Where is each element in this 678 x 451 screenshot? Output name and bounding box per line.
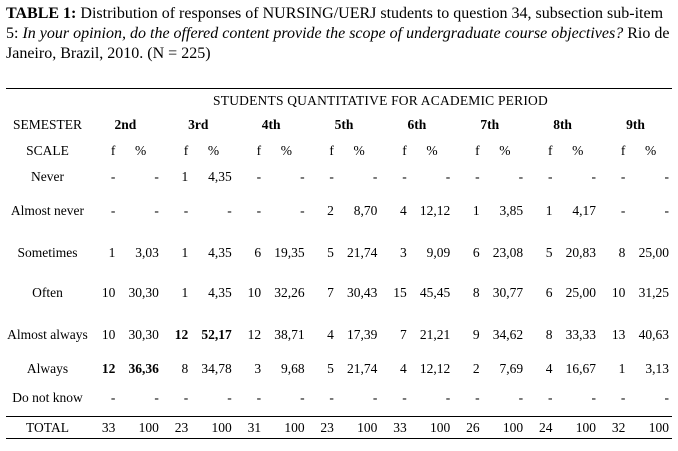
frequency-cell: 5 [327,244,334,260]
frequency-cell: - [329,168,334,184]
percent-cell: - [227,202,232,218]
frequency-cell: 1 [181,284,189,300]
frequency-cell: 12 [174,326,189,342]
semester-header: 9th [626,116,645,132]
percent-cell: - [664,202,669,218]
percent-cell: 45,45 [419,284,451,300]
percent-cell: 30,43 [347,284,378,300]
f-header: f [110,142,116,158]
percent-cell: 33,33 [565,326,596,342]
percent-cell: 3,85 [499,202,524,218]
frequency-cell: 23 [308,417,338,439]
row-label: Always [26,360,69,376]
percent-cell: 100 [265,417,308,439]
frequency-cell: 10 [247,284,262,300]
caption-label: TABLE 1: [6,5,77,22]
percent-cell: 40,63 [638,326,669,342]
frequency-cell: 6 [545,284,553,300]
percent-cell: 100 [484,417,527,439]
table-row [6,233,672,273]
percent-header: % [499,142,511,158]
percent-cell: 100 [629,417,672,439]
percent-cell: 52,17 [201,326,232,342]
frequency-cell: 1 [545,202,553,218]
row-label: Do not know [12,390,83,406]
caption-tail: Rio de Janeiro, Brazil, 2010. (N = 225) [6,25,670,62]
percent-cell: 30,30 [128,284,159,300]
percent-cell: - [300,202,305,218]
frequency-cell: 15 [393,284,407,300]
percent-cell: 3,13 [645,360,669,376]
frequency-cell: 24 [526,417,556,439]
frequency-cell: 33 [380,417,410,439]
semester-header: 3rd [188,116,209,132]
frequency-cell: 23 [162,417,192,439]
frequency-cell: 5 [545,244,553,260]
frequency-cell: 8 [472,284,480,300]
percent-cell: 100 [557,417,600,439]
percent-cell: 4,35 [208,244,232,260]
percent-cell: - [591,390,596,406]
frequency-cell: 4 [327,326,334,342]
table-row [6,357,672,381]
percent-cell: 21,74 [347,360,378,376]
percent-cell: - [372,390,378,406]
frequency-cell: 9 [472,326,480,342]
corner-cell [6,89,89,113]
table-row [6,273,672,313]
percent-cell: 38,71 [274,326,305,342]
frequency-cell: - [329,390,334,406]
semester-header: 7th [480,116,500,132]
frequency-cell: - [110,168,116,184]
frequency-cell: 1 [181,168,189,184]
percent-cell: - [154,390,159,406]
semester-header: 8th [553,116,572,132]
table-row [6,165,672,189]
percent-cell: 34,78 [201,360,232,376]
f-header: f [548,142,553,158]
frequency-cell: 8 [545,326,553,342]
scale-header-row [6,137,672,165]
table-caption [6,4,674,64]
frequency-cell: 7 [327,284,334,300]
frequency-cell: 6 [472,244,480,260]
f-header: f [620,142,626,158]
frequency-cell: 31 [235,417,265,439]
f-header: f [402,142,407,158]
f-header: f [183,142,189,158]
percent-cell: 19,35 [274,244,305,260]
percent-cell: - [300,390,305,406]
percent-header: % [645,142,657,158]
frequency-cell: - [256,202,262,218]
frequency-cell: 6 [254,244,262,260]
caption-question: In your opinion, do the offered content provide the scope of undergraduate course objectives? [22,25,624,42]
frequency-cell: - [548,168,553,184]
percent-cell: 30,77 [492,284,524,300]
percent-cell: - [445,168,451,184]
percent-cell: 100 [338,417,381,439]
percent-cell: - [154,202,159,218]
percent-cell: 32,26 [274,284,305,300]
percent-cell: - [591,168,596,184]
f-header: f [256,142,262,158]
percent-cell: 34,62 [492,326,524,342]
frequency-cell: 13 [611,326,626,342]
table-row [6,313,672,357]
row-label: Sometimes [17,244,78,260]
row-label: Never [31,168,64,184]
table-row [6,381,672,417]
percent-cell: 16,67 [565,360,596,376]
percent-cell: 100 [192,417,235,439]
frequency-cell: 32 [599,417,629,439]
frequency-cell: 4 [400,202,407,218]
semester-header: 4th [261,116,281,132]
frequency-cell: 1 [181,244,189,260]
responses-table [6,88,672,439]
frequency-cell: - [110,202,116,218]
frequency-cell: - [475,168,480,184]
frequency-cell: - [475,390,480,406]
percent-cell: 25,00 [565,284,596,300]
frequency-cell: 12 [101,360,116,376]
table-row [6,189,672,233]
percent-cell: 17,39 [347,326,378,342]
percent-cell: - [372,168,378,184]
percent-cell: 9,09 [426,244,451,260]
frequency-cell: 10 [101,326,116,342]
frequency-cell: 10 [611,284,626,300]
percent-cell: 7,69 [499,360,524,376]
f-header: f [475,142,480,158]
percent-cell: 100 [119,417,162,439]
frequency-cell: - [402,168,407,184]
frequency-cell: - [402,390,407,406]
span-header: STUDENTS QUANTITATIVE FOR ACADEMIC PERIOD [89,89,672,113]
row-label: Often [32,284,63,300]
caption-text: Distribution of responses of NURSING/UERJ students to question 34, subsection sub-item 5: [6,5,664,42]
percent-cell: - [664,390,669,406]
row-label: TOTAL [6,417,89,439]
percent-cell: - [154,168,159,184]
percent-cell: 20,83 [565,244,596,260]
percent-cell: - [518,390,524,406]
percent-cell: 3,03 [135,244,159,260]
frequency-cell: 1 [108,244,116,260]
percent-cell: - [518,168,524,184]
frequency-cell: - [183,390,189,406]
percent-cell: 21,74 [347,244,378,260]
frequency-cell: 8 [181,360,189,376]
frequency-cell: - [620,390,626,406]
percent-cell: 30,30 [128,326,159,342]
row-label: Almost always [7,326,88,342]
percent-header: % [207,142,220,158]
percent-header: % [572,142,584,158]
frequency-cell: 2 [327,202,334,218]
semester-header: 6th [407,116,427,132]
semester-header: 5th [334,116,354,132]
percent-header: % [134,142,147,158]
percent-cell: - [227,390,232,406]
frequency-cell: 7 [400,326,407,342]
frequency-cell: 1 [472,202,480,218]
frequency-cell: - [183,202,189,218]
frequency-cell: 1 [618,360,626,376]
frequency-cell: 10 [101,284,116,300]
percent-cell: 4,17 [572,202,596,218]
semester-header: 2nd [114,116,137,132]
frequency-cell: - [548,390,553,406]
frequency-cell: - [110,390,116,406]
frequency-cell: 3 [400,244,407,260]
percent-cell: 12,12 [419,360,451,376]
frequency-cell: - [256,168,262,184]
percent-header: % [426,142,438,158]
frequency-cell: 3 [254,360,262,376]
percent-cell: - [300,168,305,184]
frequency-cell: 12 [247,326,262,342]
percent-cell: 21,21 [419,326,451,342]
percent-cell: 8,70 [353,202,378,218]
frequency-cell: 2 [472,360,480,376]
percent-cell: 9,68 [280,360,305,376]
percent-cell: 4,35 [208,168,232,184]
frequency-cell: 8 [618,244,626,260]
frequency-cell: 33 [89,417,119,439]
percent-cell: - [664,168,669,184]
scale-label: SCALE [26,142,69,158]
percent-cell: 12,12 [419,202,451,218]
percent-cell: 31,25 [638,284,669,300]
percent-cell: 100 [411,417,454,439]
semester-header-row [6,113,672,137]
semester-label: SEMESTER [12,116,82,132]
row-label: Almost never [10,202,85,218]
frequency-cell: 26 [453,417,483,439]
table-row [6,417,672,439]
percent-cell: - [445,390,451,406]
percent-header: % [280,142,292,158]
frequency-cell: 5 [327,360,334,376]
frequency-cell: - [256,390,262,406]
percent-cell: 23,08 [492,244,524,260]
percent-header: % [353,142,365,158]
percent-cell: 4,35 [208,284,232,300]
frequency-cell: - [620,202,626,218]
percent-cell: 25,00 [638,244,669,260]
frequency-cell: 4 [545,360,553,376]
f-header: f [329,142,334,158]
percent-cell: 36,36 [128,360,159,376]
frequency-cell: - [620,168,626,184]
frequency-cell: 4 [400,360,407,376]
